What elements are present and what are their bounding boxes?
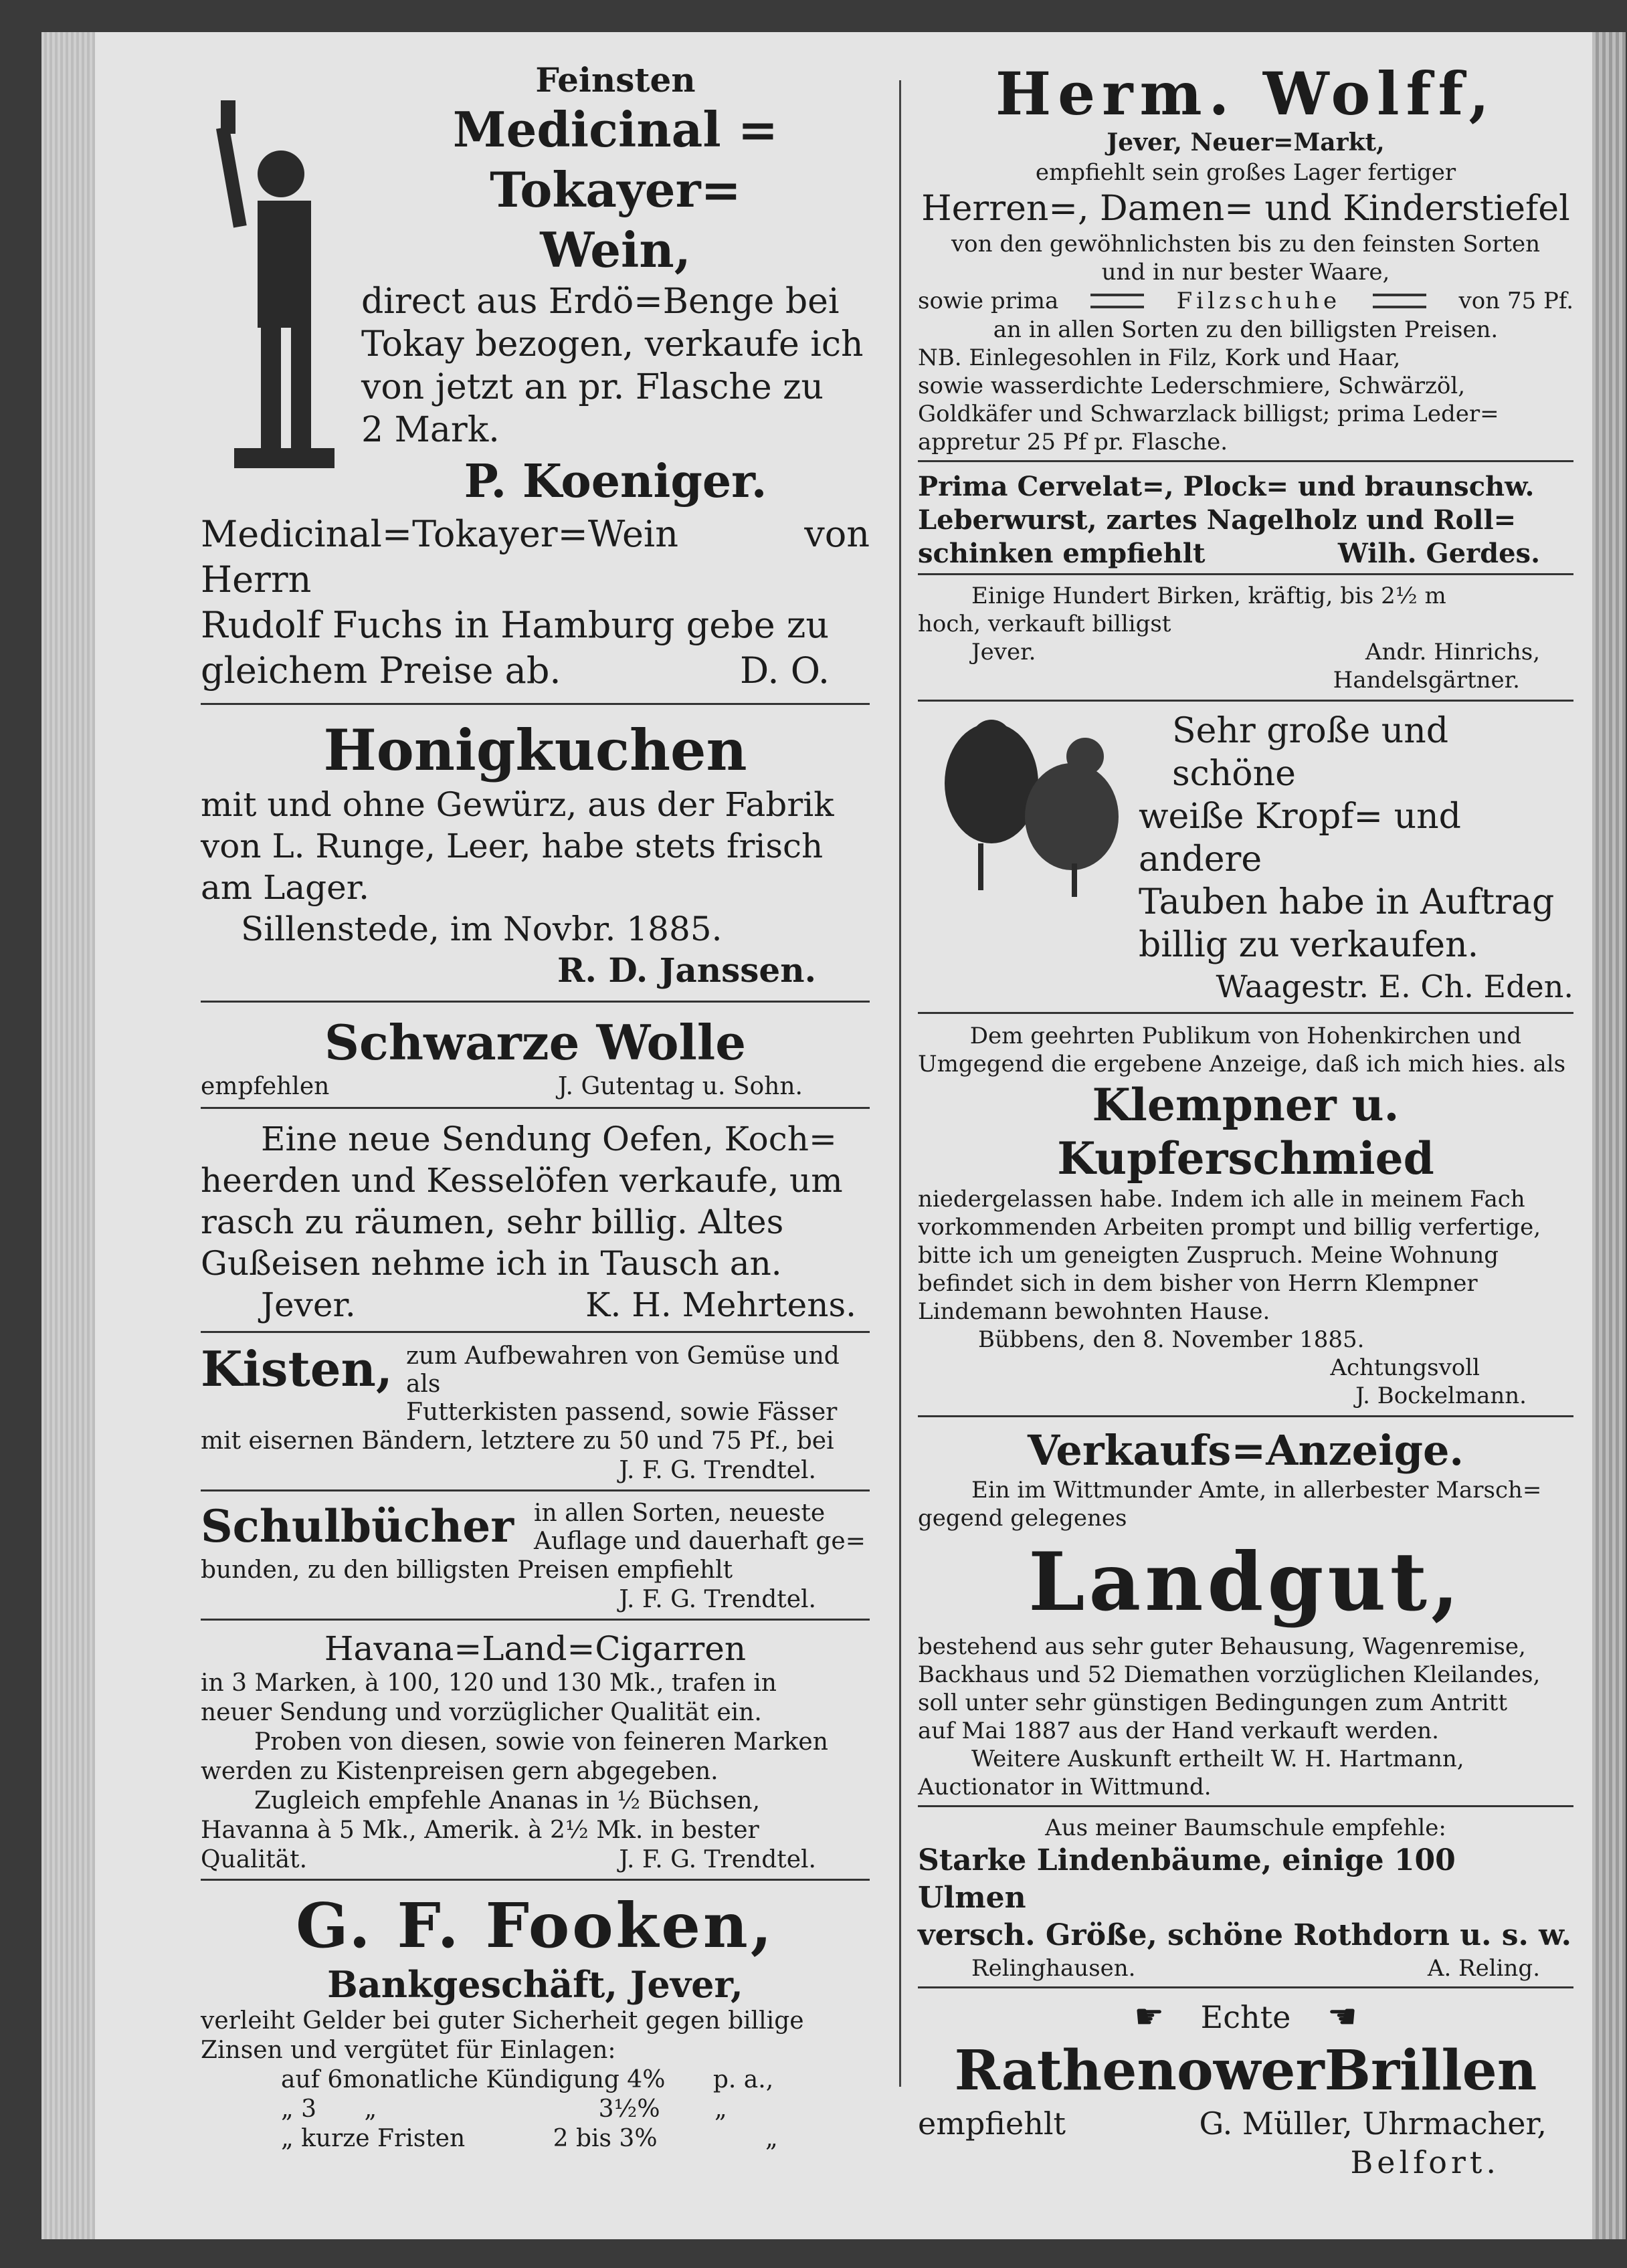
kisten-title: Kisten,: [201, 1340, 393, 1397]
klempner-date: Bübbens, den 8. November 1885.: [978, 1326, 1365, 1353]
fooken-line-2: Zinsen und vergütet für Einlagen:: [201, 2037, 616, 2064]
havana-line-5: Zugleich empfehle Ananas in ½ Büchsen,: [254, 1787, 761, 1815]
tauben-line-1: Sehr große und schöne: [1172, 711, 1449, 794]
wolle-empfehlen: empfehlen: [201, 1073, 330, 1100]
wolff-line-5-b: Filzschuhe: [1176, 288, 1341, 314]
honig-title: Honigkuchen: [323, 717, 747, 783]
verkauf-line-7: Weitere Auskunft ertheilt W. H. Hartmann,: [971, 1746, 1464, 1772]
tokayer-extra-2: Rudolf Fuchs in Hamburg gebe zu: [201, 604, 830, 646]
fooken-subtitle: Bankgeschäft, Jever,: [327, 1963, 743, 2006]
ad-brillen: [918, 1996, 1573, 2182]
honig-line-3: am Lager.: [201, 868, 370, 907]
oefen-footer: [201, 1284, 870, 1326]
verkauf-line-3: bestehend aus sehr guter Behausung, Wagenremise,: [918, 1633, 1526, 1660]
verkauf-line-8: Auctionator in Wittmund.: [918, 1774, 1212, 1800]
divider-rule: [201, 1331, 870, 1333]
honig-place: Sillenstede, im Novbr. 1885.: [241, 910, 723, 948]
fooken-rate-3-c: „: [765, 2125, 778, 2152]
baum-signature: A. Reling.: [1427, 1955, 1540, 1982]
wolff-line-2: Herren=, Damen= und Kinderstiefel: [921, 189, 1570, 229]
ad-tokayer: [201, 60, 870, 694]
ad-oefen: [201, 1118, 870, 1326]
oefen-line-1: Eine neue Sendung Oefen, Koch=: [261, 1120, 837, 1158]
klempner-line-1: Dem geehrten Publikum von Hohenkirchen und: [969, 1023, 1522, 1049]
divider-rule: [918, 700, 1573, 702]
verkauf-line-2: gegend gelegenes: [918, 1505, 1127, 1532]
divider-rule: [201, 1107, 870, 1109]
baum-line-3: versch. Größe, schöne Rothdorn u. s. w.: [918, 1918, 1571, 1952]
fooken-rate-3: [201, 2124, 870, 2154]
fooken-rate-2-c: 3½%: [598, 2095, 660, 2123]
right-column: [918, 60, 1573, 2182]
divider-rule: [201, 1879, 870, 1881]
oefen-place: Jever.: [261, 1285, 356, 1324]
tokayer-body-1: direct aus Erdö=Benge bei: [361, 282, 840, 322]
wolff-line-7: NB. Einlegesohlen in Filz, Kork und Haar,: [918, 344, 1401, 371]
gerdes-line-3-a: schinken empfiehlt: [918, 538, 1206, 569]
page-edge-right: [1592, 32, 1626, 2239]
havana-title: Havana=Land=Cigarren: [324, 1629, 747, 1668]
fooken-rate-2-d: „: [714, 2095, 727, 2123]
ad-havana: [201, 1629, 870, 1875]
ad-baumschule: [918, 1814, 1573, 1982]
tauben-line-2: weiße Kropf= und andere: [1139, 797, 1461, 880]
wolff-line-1: empfiehlt sein großes Lager fertiger: [1035, 159, 1456, 186]
wolff-line-9: Goldkäfer und Schwarzlack billigst; prima Leder=: [918, 401, 1499, 427]
wolff-line-5: [918, 286, 1573, 316]
brillen-empfiehlt: empfiehlt: [918, 2105, 1066, 2142]
oefen-line-3: rasch zu räumen, sehr billig. Altes: [201, 1203, 784, 1241]
wolle-signature: J. Gutentag u. Sohn.: [557, 1073, 803, 1100]
ad-gerdes: [918, 470, 1573, 571]
ad-wolff: [918, 60, 1573, 456]
kisten-line-3: mit eisernen Bändern, letztere zu 50 und 75 Pf., bei: [201, 1427, 834, 1455]
decorative-bars-icon: [1090, 294, 1144, 308]
fooken-rate-3-b: 2 bis 3%: [553, 2125, 658, 2152]
wolff-line-6: an in allen Sorten zu den billigsten Preisen.: [993, 316, 1499, 343]
havana-line-1: in 3 Marken, à 100, 120 und 130 Mk., trafen in: [201, 1669, 777, 1697]
schul-title: Schulbücher: [201, 1500, 514, 1552]
honig-line-1: mit und ohne Gewürz, aus der Fabrik: [201, 785, 834, 824]
verkauf-line-6: auf Mai 1887 aus der Hand verkauft werden.: [918, 1718, 1439, 1744]
havana-line-2: neuer Sendung und vorzüglicher Qualität ein.: [201, 1699, 762, 1726]
havana-footer: [201, 1845, 870, 1875]
gerdes-line-3: [918, 537, 1573, 571]
wolff-line-5-a: sowie prima: [918, 288, 1059, 314]
tokayer-body-2: Tokay bezogen, verkaufe ich: [361, 324, 864, 365]
honig-signature: R. D. Janssen.: [557, 950, 816, 990]
ad-kisten: [201, 1342, 870, 1485]
havana-line-7: Qualität.: [201, 1846, 308, 1873]
verkauf-title: Verkaufs=Anzeige.: [1027, 1426, 1464, 1475]
pointing-hand-left-icon: ☚: [1327, 1997, 1357, 2036]
tokayer-signature: P. Koeniger.: [464, 455, 767, 508]
klempner-line-3: niedergelassen habe. Indem ich alle in meinem Fach: [918, 1186, 1525, 1213]
birken-footer: [918, 638, 1573, 666]
left-column: [201, 60, 870, 2154]
wolle-title: Schwarze Wolle: [324, 1014, 747, 1071]
pigeons-illustration: [918, 710, 1139, 904]
gerdes-line-1: Prima Cervelat=, Plock= und braunschw.: [918, 471, 1535, 502]
klempner-line-7: Lindemann bewohnten Hause.: [918, 1298, 1270, 1325]
decorative-bars-icon: [1373, 294, 1426, 308]
havana-line-4: werden zu Kistenpreisen gern abgegeben.: [201, 1758, 719, 1785]
verkauf-landgut: Landgut,: [1028, 1535, 1463, 1629]
klempner-greeting: Achtungsvoll: [1330, 1354, 1480, 1381]
wolff-line-5-c: von 75 Pf.: [1458, 288, 1573, 314]
schul-signature: J. F. G. Trendtel.: [619, 1586, 816, 1613]
ad-birken: [918, 582, 1573, 694]
divider-rule: [201, 1619, 870, 1621]
brillen-footer: [918, 2104, 1573, 2143]
klempner-line-6: befindet sich in dem bisher von Herrn Klempner: [918, 1270, 1478, 1297]
tokayer-heading-2: Medicinal = Tokayer=: [452, 101, 779, 218]
klempner-line-5: bitte ich um geneigten Zuspruch. Meine Wohnung: [918, 1242, 1499, 1269]
tokayer-extra-3: [201, 648, 870, 694]
klempner-title: Klempner u. Kupferschmied: [1057, 1079, 1434, 1184]
ad-verkauf: [918, 1425, 1573, 1801]
kisten-signature: J. F. G. Trendtel.: [619, 1457, 816, 1484]
tokayer-heading-1: Feinsten: [535, 60, 696, 100]
havana-line-3: Proben von diesen, sowie von feineren Marken: [254, 1728, 828, 1756]
divider-rule: [918, 1415, 1573, 1417]
tokayer-extra-1: Medicinal=Tokayer=Wein von Herrn: [201, 513, 870, 601]
page-edge-left: [41, 32, 95, 2239]
birken-signature-2: Handelsgärtner.: [1333, 667, 1520, 694]
gerdes-line-2: Leberwurst, zartes Nagelholz und Roll=: [918, 504, 1517, 536]
schul-line-2: Auflage und dauerhaft ge=: [533, 1528, 866, 1555]
fooken-title: G. F. Fooken,: [296, 1889, 775, 1962]
oefen-signature: K. H. Mehrtens.: [585, 1285, 856, 1324]
kisten-line-1: zum Aufbewahren von Gemüse und als: [405, 1342, 840, 1398]
klempner-line-4: vorkommenden Arbeiten prompt und billig verfertige,: [918, 1214, 1541, 1241]
tauben-line-4: billig zu verkaufen.: [1139, 925, 1479, 965]
birken-line-2: hoch, verkauft billigst: [918, 611, 1171, 637]
man-with-glass-illustration: [194, 74, 361, 502]
fooken-rate-3-a: „ kurze Fristen: [281, 2125, 466, 2152]
schul-line-3: bunden, zu den billigsten Preisen empfiehlt: [201, 1556, 733, 1584]
fooken-line-1: verleiht Gelder bei guter Sicherheit gegen billige: [201, 2007, 804, 2035]
brillen-top: [918, 1996, 1573, 2037]
ad-tauben: [918, 710, 1573, 1007]
tokayer-body-3: von jetzt an pr. Flasche zu: [361, 367, 824, 407]
oefen-line-2: heerden und Kesselöfen verkaufe, um: [201, 1161, 843, 1200]
baum-line-2: Starke Lindenbäume, einige 100 Ulmen: [918, 1843, 1456, 1915]
divider-rule: [918, 460, 1573, 462]
baum-line-1: Aus meiner Baumschule empfehle:: [1045, 1815, 1446, 1841]
tauben-line-3: Tauben habe in Auftrag: [1139, 882, 1555, 922]
havana-line-6: Havanna à 5 Mk., Amerik. à 2½ Mk. in bester: [201, 1817, 759, 1844]
brillen-signature-1: G. Müller, Uhrmacher,: [1199, 2105, 1547, 2142]
gerdes-signature: Wilh. Gerdes.: [1337, 538, 1540, 569]
divider-rule: [918, 573, 1573, 575]
klempner-signature: J. Bockelmann.: [1355, 1382, 1527, 1409]
wolff-title: Herm. Wolff,: [995, 59, 1497, 128]
tokayer-extra-3-signature: D. O.: [740, 649, 830, 692]
verkauf-line-5: soll unter sehr günstigen Bedingungen zum Antritt: [918, 1689, 1507, 1716]
column-divider: [899, 80, 901, 2087]
birken-place: Jever.: [971, 639, 1036, 665]
divider-rule: [201, 1001, 870, 1003]
fooken-rate-1: [201, 2065, 870, 2095]
verkauf-line-4: Backhaus und 52 Diemathen vorzüglichen Kleilandes,: [918, 1661, 1541, 1688]
wolff-line-4: und in nur bester Waare,: [1101, 259, 1390, 286]
honig-line-2: von L. Runge, Leer, habe stets frisch: [201, 827, 824, 865]
wolff-line-10: appretur 25 Pf pr. Flasche.: [918, 429, 1228, 455]
brillen-signature-2: Belfort.: [1350, 2144, 1500, 2180]
wolff-line-8: sowie wasserdichte Lederschmiere, Schwärzöl,: [918, 373, 1466, 399]
fooken-rate-2-b: „: [364, 2095, 377, 2123]
ad-honigkuchen: [201, 717, 870, 991]
wolle-line: [201, 1071, 870, 1103]
havana-signature: J. F. G. Trendtel.: [619, 1846, 816, 1873]
baum-footer: [918, 1954, 1573, 1982]
ad-wolle: [201, 1015, 870, 1103]
ad-schulbuecher: [201, 1500, 870, 1615]
pointing-hand-right-icon: ☛: [1134, 1997, 1165, 2036]
divider-rule: [918, 1805, 1573, 1807]
verkauf-line-1: Ein im Wittmunder Amte, in allerbester Marsch=: [971, 1477, 1542, 1504]
divider-rule: [201, 1489, 870, 1491]
wolff-line-3: von den gewöhnlichsten bis zu den feinsten Sorten: [951, 231, 1541, 257]
fooken-rate-2-a: „ 3: [281, 2095, 316, 2123]
fooken-rate-1-unit: p. a.,: [712, 2066, 774, 2093]
tokayer-extra-3-text: gleichem Preise ab.: [201, 649, 561, 692]
klempner-line-2: Umgegend die ergebene Anzeige, daß ich mich hies. als: [918, 1051, 1566, 1077]
ad-fooken: [201, 1889, 870, 2154]
oefen-line-4: Gußeisen nehme ich in Tausch an.: [201, 1244, 782, 1283]
divider-rule: [918, 1986, 1573, 1988]
tauben-signature: Waagestr. E. Ch. Eden.: [1216, 968, 1573, 1005]
divider-rule: [918, 1012, 1573, 1014]
wolff-subtitle: Jever, Neuer=Markt,: [1107, 128, 1385, 157]
divider-rule: [201, 703, 870, 705]
kisten-line-2: Futterkisten passend, sowie Fässer: [405, 1399, 838, 1426]
fooken-rate-2: [201, 2095, 870, 2124]
birken-line-1: Einige Hundert Birken, kräftig, bis 2½ m: [971, 583, 1446, 609]
schul-line-1: in allen Sorten, neueste: [533, 1500, 826, 1527]
tokayer-heading-3: Wein,: [540, 221, 691, 278]
tokayer-body-4: 2 Mark.: [361, 410, 500, 450]
birken-signature-1: Andr. Hinrichs,: [1365, 639, 1540, 665]
brillen-title: RathenowerBrillen: [954, 2039, 1537, 2103]
ad-klempner: [918, 1022, 1573, 1410]
fooken-rate-1-text: auf 6monatliche Kündigung 4%: [281, 2066, 666, 2093]
brillen-echte: Echte: [1200, 1999, 1291, 2035]
baum-place: Relinghausen.: [971, 1955, 1136, 1982]
